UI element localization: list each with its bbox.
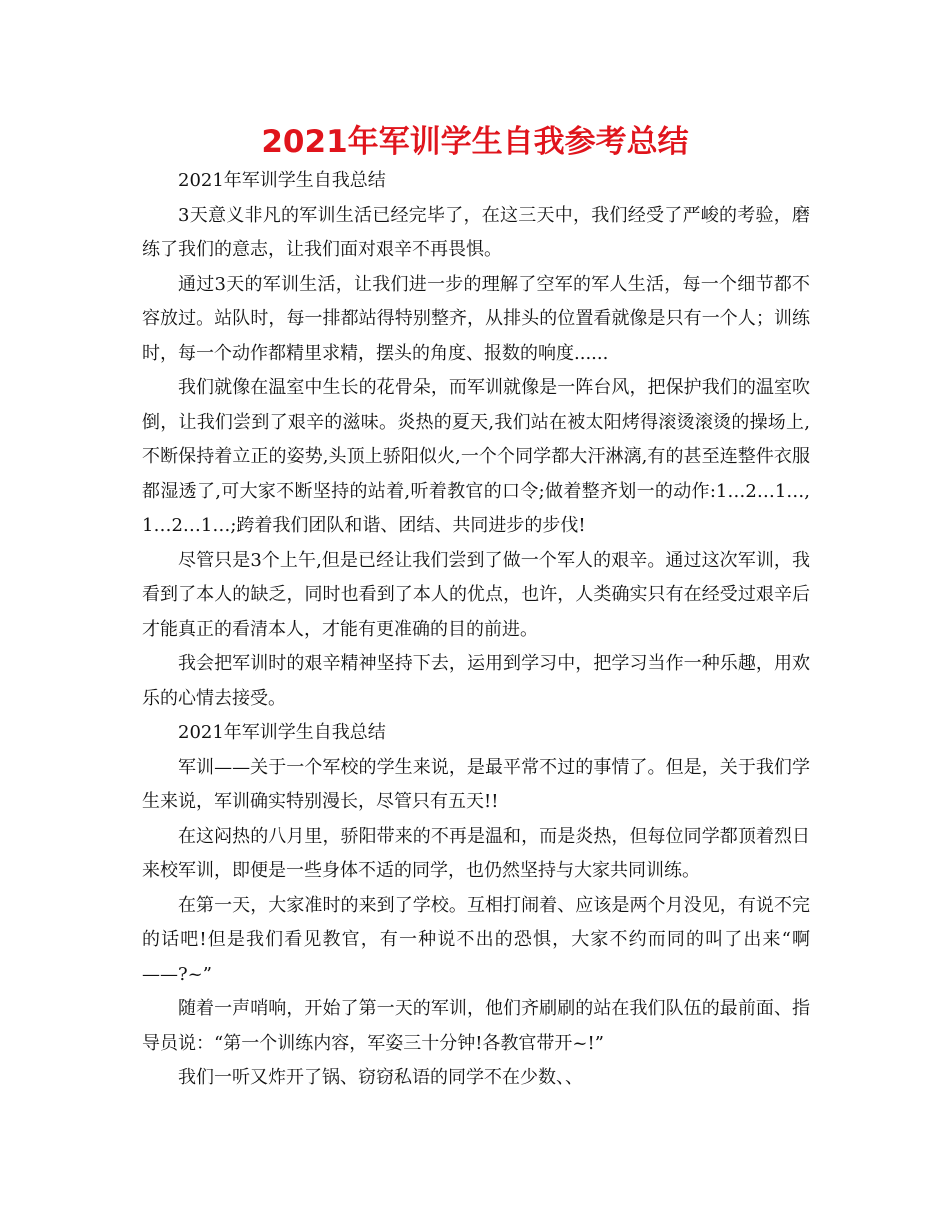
paragraph: 3天意义非凡的军训生活已经完毕了，在这三天中，我们经受了严峻的考验，磨练了我们的意志，让我们面对艰辛不再畏惧。 xyxy=(142,204,810,260)
paragraph: 在第一天，大家准时的来到了学校。互相打闹着、应该是两个月没见，有说不完的话吧!但是我们看见教官，有一种说不出的恐惧，大家不约而同的叫了出来“啊——?~” xyxy=(142,894,810,985)
paragraph: 我们一听又炸开了锅、窃窃私语的同学不在少数、、 xyxy=(178,1067,583,1088)
paragraph: 我会把军训时的艰辛精神坚持下去，运用到学习中，把学习当作一种乐趣，用欢乐的心情去接受。 xyxy=(142,653,810,709)
paragraph: 我们就像在温室中生长的花骨朵，而军训就像是一阵台风，把保护我们的温室吹倒，让我们尝到了艰辛的滋味。炎热的夏天,我们站在被太阳烤得滚烫滚烫的操场上,不断保持着立正的姿势,头顶上骄阳似火,一个个同学都大汗淋漓,有的甚至连整件衣服都湿透了,可大家不断坚持的站着,听着教官的口令;做着整齐划一的动作:1…2…1…,1…2…1…;跨着我们团队和谐、团结、共同进步的步伐! xyxy=(142,377,810,536)
paragraph: 军训——关于一个军校的学生来说，是最平常不过的事情了。但是，关于我们学生来说，军训确实特别漫长，尽管只有五天!! xyxy=(142,756,810,812)
paragraph: 通过3天的军训生活，让我们进一步的理解了空军的军人生活，每一个细节都不容放过。站队时，每一排都站得特别整齐，从排头的位置看就像是只有一个人；训练时，每一个动作都精里求精，摆头的角度、报数的响度...... xyxy=(142,273,810,364)
document-body xyxy=(142,164,810,1096)
paragraph-subtitle: 2021年军训学生自我总结 xyxy=(178,722,386,743)
document-title: 2021年军训学生自我参考总结 xyxy=(261,124,689,160)
paragraph: 尽管只是3个上午,但是已经让我们尝到了做一个军人的艰辛。通过这次军训，我看到了本人的缺乏，同时也看到了本人的优点，也许，人类确实只有在经受过艰辛后才能真正的看清本人，才能有更准确的目的前进。 xyxy=(142,549,810,640)
paragraph: 随着一声哨响，开始了第一天的军训，他们齐刷刷的站在我们队伍的最前面、指导员说：“第一个训练内容，军姿三十分钟!各教官带开~!” xyxy=(142,998,810,1054)
paragraph: 在这闷热的八月里，骄阳带来的不再是温和，而是炎热，但每位同学都顶着烈日来校军训，即便是一些身体不适的同学，也仍然坚持与大家共同训练。 xyxy=(142,825,810,881)
paragraph-subtitle: 2021年军训学生自我总结 xyxy=(178,170,386,191)
